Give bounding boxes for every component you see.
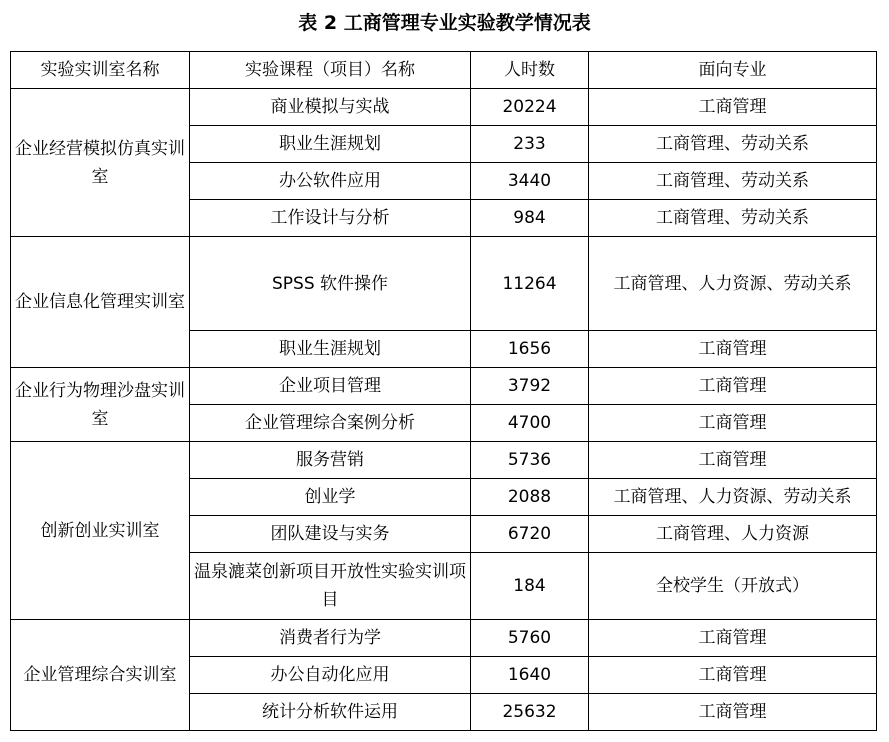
major-cell: 工商管理 bbox=[589, 694, 877, 731]
major-cell: 工商管理 bbox=[589, 405, 877, 442]
hours-cell: 1640 bbox=[471, 657, 589, 694]
major-cell: 工商管理、人力资源、劳动关系 bbox=[589, 479, 877, 516]
major-cell: 工商管理、劳动关系 bbox=[589, 126, 877, 163]
major-cell: 工商管理、人力资源、劳动关系 bbox=[589, 237, 877, 331]
experiment-teaching-table bbox=[10, 51, 877, 731]
hours-cell: 2088 bbox=[471, 479, 589, 516]
course-cell: 工作设计与分析 bbox=[190, 200, 471, 237]
table-title: 表 2 工商管理专业实验教学情况表 bbox=[298, 12, 591, 34]
hours-cell: 5736 bbox=[471, 442, 589, 479]
course-cell: 统计分析软件运用 bbox=[190, 694, 471, 731]
hours-cell: 1656 bbox=[471, 331, 589, 368]
hours-cell: 20224 bbox=[471, 89, 589, 126]
course-cell: 消费者行为学 bbox=[190, 620, 471, 657]
header-hours: 人时数 bbox=[471, 52, 589, 89]
major-cell: 全校学生（开放式） bbox=[589, 553, 877, 620]
hours-cell: 3792 bbox=[471, 368, 589, 405]
major-cell: 工商管理、劳动关系 bbox=[589, 163, 877, 200]
hours-cell: 984 bbox=[471, 200, 589, 237]
lab-name-cell: 企业行为物理沙盘实训室 bbox=[11, 368, 190, 442]
major-cell: 工商管理 bbox=[589, 620, 877, 657]
header-course: 实验课程（项目）名称 bbox=[190, 52, 471, 89]
hours-cell: 11264 bbox=[471, 237, 589, 331]
hours-cell: 6720 bbox=[471, 516, 589, 553]
lab-name-cell: 企业经营模拟仿真实训室 bbox=[11, 89, 190, 237]
table-row bbox=[11, 237, 877, 331]
course-cell: 创业学 bbox=[190, 479, 471, 516]
course-cell: 服务营销 bbox=[190, 442, 471, 479]
major-cell: 工商管理 bbox=[589, 89, 877, 126]
hours-cell: 5760 bbox=[471, 620, 589, 657]
lab-name-cell: 创新创业实训室 bbox=[11, 442, 190, 620]
hours-cell: 184 bbox=[471, 553, 589, 620]
course-cell: 职业生涯规划 bbox=[190, 126, 471, 163]
major-cell: 工商管理 bbox=[589, 331, 877, 368]
hours-cell: 4700 bbox=[471, 405, 589, 442]
course-cell: 办公自动化应用 bbox=[190, 657, 471, 694]
course-cell: 职业生涯规划 bbox=[190, 331, 471, 368]
course-cell: 办公软件应用 bbox=[190, 163, 471, 200]
hours-cell: 233 bbox=[471, 126, 589, 163]
hours-cell: 3440 bbox=[471, 163, 589, 200]
major-cell: 工商管理 bbox=[589, 657, 877, 694]
table-row bbox=[11, 620, 877, 657]
lab-name-cell: 企业管理综合实训室 bbox=[11, 620, 190, 731]
hours-cell: 25632 bbox=[471, 694, 589, 731]
header-row bbox=[11, 52, 877, 89]
table-row bbox=[11, 89, 877, 126]
course-cell: SPSS 软件操作 bbox=[190, 237, 471, 331]
major-cell: 工商管理 bbox=[589, 368, 877, 405]
course-cell: 温泉漉菜创新项目开放性实验实训项目 bbox=[190, 553, 471, 620]
lab-name-cell: 企业信息化管理实训室 bbox=[11, 237, 190, 368]
course-cell: 企业项目管理 bbox=[190, 368, 471, 405]
table-row bbox=[11, 442, 877, 479]
table-row bbox=[11, 368, 877, 405]
header-lab: 实验实训室名称 bbox=[11, 52, 190, 89]
major-cell: 工商管理、人力资源 bbox=[589, 516, 877, 553]
course-cell: 团队建设与实务 bbox=[190, 516, 471, 553]
course-cell: 商业模拟与实战 bbox=[190, 89, 471, 126]
major-cell: 工商管理、劳动关系 bbox=[589, 200, 877, 237]
major-cell: 工商管理 bbox=[589, 442, 877, 479]
course-cell: 企业管理综合案例分析 bbox=[190, 405, 471, 442]
header-major: 面向专业 bbox=[589, 52, 877, 89]
